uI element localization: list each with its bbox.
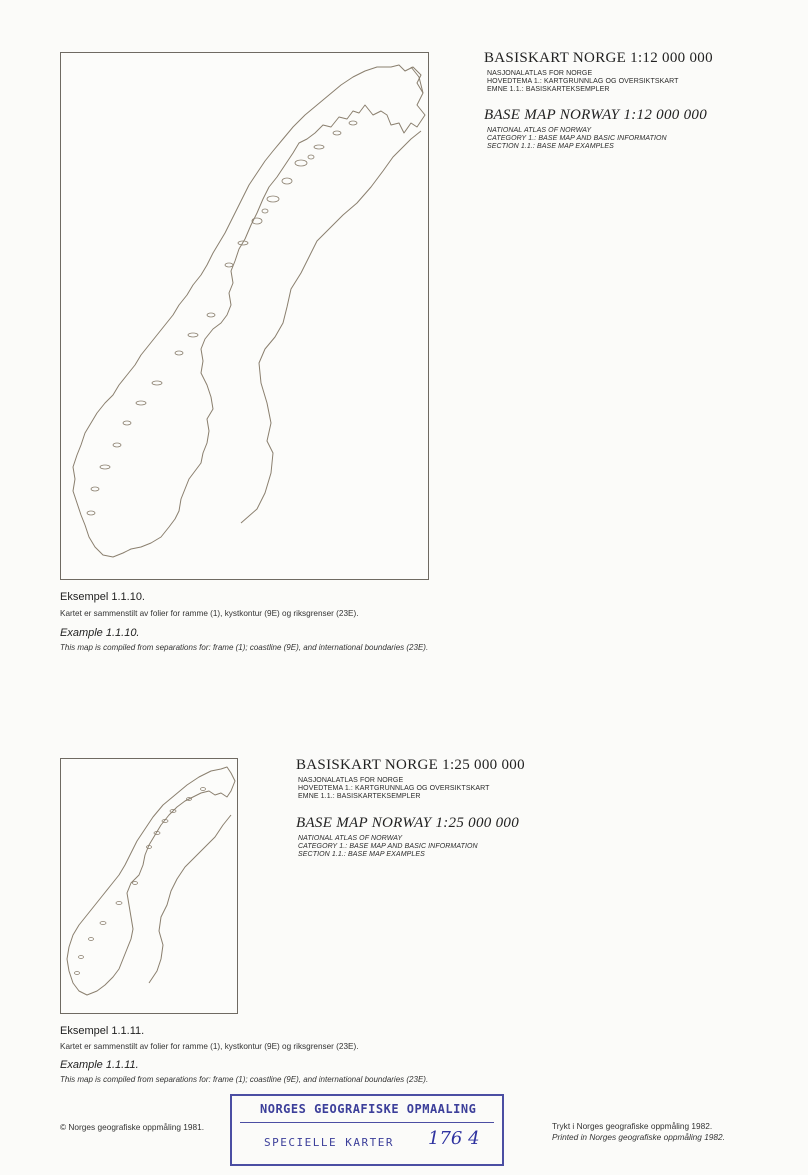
map-frame-2 — [60, 758, 238, 1014]
map1-description-norwegian: Kartet er sammenstilt av folier for ramme (1), kystkontur (9E) og riksgrenser (23E). — [60, 609, 359, 618]
map2-example-label-english: Example 1.1.11. — [60, 1059, 139, 1071]
printed-notice-norwegian: Trykt i Norges geografiske oppmåling 1982. — [552, 1121, 713, 1131]
map2-en-line-3: SECTION 1.1.: BASE MAP EXAMPLES — [298, 851, 425, 858]
map1-subtitle-line-3: EMNE 1.1.: BASISKARTEKSEMPLER — [487, 86, 610, 93]
map2-title-english: BASE MAP NORWAY 1:25 000 000 — [296, 815, 520, 831]
map1-en-line-1: NATIONAL ATLAS OF NORWAY — [487, 127, 592, 134]
stamp-divider — [240, 1122, 494, 1123]
map1-description-english: This map is compiled from separations for: frame (1); coastline (9E), and international boundaries (23E). — [60, 643, 429, 652]
map1-subtitle-line-1: NASJONALATLAS FOR NORGE — [487, 70, 593, 77]
map2-description-norwegian: Kartet er sammenstilt av folier for ramme (1), kystkontur (9E) og riksgrenser (23E). — [60, 1042, 359, 1051]
map2-subtitle-line-3: EMNE 1.1.: BASISKARTEKSEMPLER — [298, 793, 421, 800]
archive-stamp — [230, 1094, 504, 1166]
map1-example-label-english: Example 1.1.10. — [60, 627, 140, 639]
map1-subtitle-line-2: HOVEDTEMA 1.: KARTGRUNNLAG OG OVERSIKTSKART — [487, 78, 679, 85]
stamp-line-1: NORGES GEOGRAFISKE OPMAALING — [260, 1102, 477, 1116]
norway-coastline-map-1 — [61, 53, 428, 579]
map1-title-english: BASE MAP NORWAY 1:12 000 000 — [484, 107, 708, 123]
map1-en-line-3: SECTION 1.1.: BASE MAP EXAMPLES — [487, 143, 614, 150]
map2-example-label-norwegian: Eksempel 1.1.11. — [60, 1025, 145, 1037]
map2-en-line-2: CATEGORY 1.: BASE MAP AND BASIC INFORMATION — [298, 843, 478, 850]
map-frame-1 — [60, 52, 429, 580]
map2-description-english: This map is compiled from separations for: frame (1); coastline (9E), and international boundaries (23E). — [60, 1075, 429, 1084]
copyright-notice: © Norges geografiske oppmåling 1981. — [60, 1122, 205, 1132]
stamp-line-2: SPECIELLE KARTER — [264, 1136, 394, 1149]
map1-en-line-2: CATEGORY 1.: BASE MAP AND BASIC INFORMATION — [487, 135, 667, 142]
map2-subtitle-line-2: HOVEDTEMA 1.: KARTGRUNNLAG OG OVERSIKTSKART — [298, 785, 490, 792]
map2-title-norwegian: BASISKART NORGE 1:25 000 000 — [296, 757, 525, 773]
norway-coastline-map-2 — [61, 759, 237, 1013]
printed-notice-english: Printed in Norges geografiske oppmåling 1982. — [552, 1132, 725, 1142]
stamp-handwritten-number: 176 4 — [428, 1128, 480, 1149]
map1-title-norwegian: BASISKART NORGE 1:12 000 000 — [484, 50, 713, 66]
map2-subtitle-line-1: NASJONALATLAS FOR NORGE — [298, 777, 404, 784]
map2-en-line-1: NATIONAL ATLAS OF NORWAY — [298, 835, 403, 842]
map1-example-label-norwegian: Eksempel 1.1.10. — [60, 591, 145, 603]
